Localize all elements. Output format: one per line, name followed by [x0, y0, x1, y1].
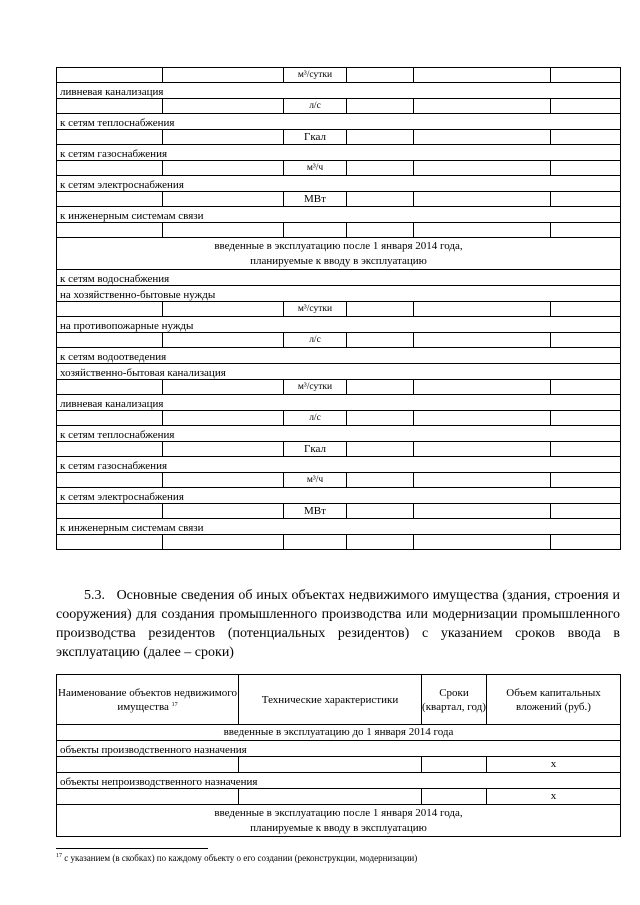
table-row	[57, 380, 621, 395]
table-row	[57, 757, 621, 773]
table-row	[57, 504, 621, 519]
table-row	[57, 270, 621, 286]
table-row	[57, 99, 621, 114]
row-label-comms: к инженерным системам связи	[57, 207, 621, 223]
table-row	[57, 535, 621, 550]
cross-mark: х	[487, 757, 621, 773]
table-row	[57, 176, 621, 192]
table-row	[57, 364, 621, 380]
section-5-3-paragraph	[56, 586, 620, 662]
footnote-ref: 17	[171, 701, 178, 708]
table-row	[57, 348, 621, 364]
table-row	[57, 519, 621, 535]
table-row	[57, 145, 621, 161]
section-header-row	[57, 725, 621, 741]
unit-cell: л/с	[284, 411, 347, 426]
row-label-heat: к сетям теплоснабжения	[57, 114, 621, 130]
table-row	[57, 161, 621, 176]
row-label-drainage: к сетям водоотведения	[57, 348, 621, 364]
utility-connections-table	[56, 67, 621, 550]
section-header-before-2014: введенные в эксплуатацию до 1 января 2014 года	[57, 725, 621, 741]
unit-cell: м³/сутки	[284, 302, 347, 317]
section-header-row	[57, 238, 621, 270]
table-row	[57, 68, 621, 83]
unit-cell: м³/сутки	[284, 380, 347, 395]
table-row	[57, 223, 621, 238]
section-header-after-2014: введенные в эксплуатацию после 1 января 2014 года, планируемые к вводу в эксплуатацию	[57, 238, 621, 270]
footnote-divider	[56, 848, 208, 849]
row-label-non-production: объекты непроизводственного назначения	[57, 773, 621, 789]
unit-cell: МВт	[284, 192, 347, 207]
footnote	[56, 853, 417, 864]
table-row	[57, 317, 621, 333]
section-text: Основные сведения об иных объектах недвижимого имущества (здания, строения и сооружения) для создания промышленного производства или модернизации промышленного производства резидентов (потенциальных резидентов) с указанием сроков ввода в эксплуатацию (далее – сроки)	[56, 588, 620, 660]
row-label-water: к сетям водоснабжения	[57, 270, 621, 286]
row-label-electric: к сетям электроснабжения	[57, 488, 621, 504]
unit-cell: м³/ч	[284, 473, 347, 488]
table-row	[57, 130, 621, 145]
unit-cell: л/с	[284, 333, 347, 348]
row-label-storm-sewer: ливневая канализация	[57, 83, 621, 99]
row-label-gas: к сетям газоснабжения	[57, 145, 621, 161]
row-label-production: объекты производственного назначения	[57, 741, 621, 757]
section-number: 5.3.	[84, 588, 105, 603]
table-row	[57, 741, 621, 757]
row-label-storm-sewer: ливневая канализация	[57, 395, 621, 411]
header-terms: Сроки (квартал, год)	[422, 675, 487, 725]
table-row	[57, 286, 621, 302]
row-label-comms: к инженерным системам связи	[57, 519, 621, 535]
table-row	[57, 789, 621, 805]
table-row	[57, 302, 621, 317]
section-header-after-2014: введенные в эксплуатацию после 1 января 2014 года, планируемые к вводу в эксплуатацию	[57, 805, 621, 837]
table-row	[57, 473, 621, 488]
unit-cell: м³/ч	[284, 161, 347, 176]
table-header-row	[57, 675, 621, 725]
table-row	[57, 83, 621, 99]
table-row	[57, 426, 621, 442]
unit-cell: м³/сутки	[284, 68, 347, 83]
table-row	[57, 207, 621, 223]
unit-cell: л/с	[284, 99, 347, 114]
unit-cell: Гкал	[284, 442, 347, 457]
header-investment: Объем капитальных вложений (руб.)	[487, 675, 621, 725]
table-row	[57, 457, 621, 473]
table-row	[57, 114, 621, 130]
header-tech: Технические характеристики	[239, 675, 422, 725]
section-header-row	[57, 805, 621, 837]
footnote-number: 17	[56, 853, 62, 859]
table-row	[57, 395, 621, 411]
real-estate-objects-table	[56, 674, 621, 837]
table-row	[57, 442, 621, 457]
unit-cell: Гкал	[284, 130, 347, 145]
footnote-text: с указанием (в скобках) по каждому объекту о его создании (реконструкции, модернизации)	[64, 853, 418, 863]
row-label-gas: к сетям газоснабжения	[57, 457, 621, 473]
header-name: Наименование объектов недвижимого имущества $^{17}$	[57, 675, 239, 725]
row-label-household-sewer: хозяйственно-бытовая канализация	[57, 364, 621, 380]
row-label-fire-needs: на противопожарные нужды	[57, 317, 621, 333]
table-row	[57, 488, 621, 504]
row-label-household-needs: на хозяйственно-бытовые нужды	[57, 286, 621, 302]
row-label-electric: к сетям электроснабжения	[57, 176, 621, 192]
cross-mark: х	[487, 789, 621, 805]
table-row	[57, 192, 621, 207]
table-row	[57, 411, 621, 426]
table-row	[57, 333, 621, 348]
row-label-heat: к сетям теплоснабжения	[57, 426, 621, 442]
table-row	[57, 773, 621, 789]
unit-cell: МВт	[284, 504, 347, 519]
